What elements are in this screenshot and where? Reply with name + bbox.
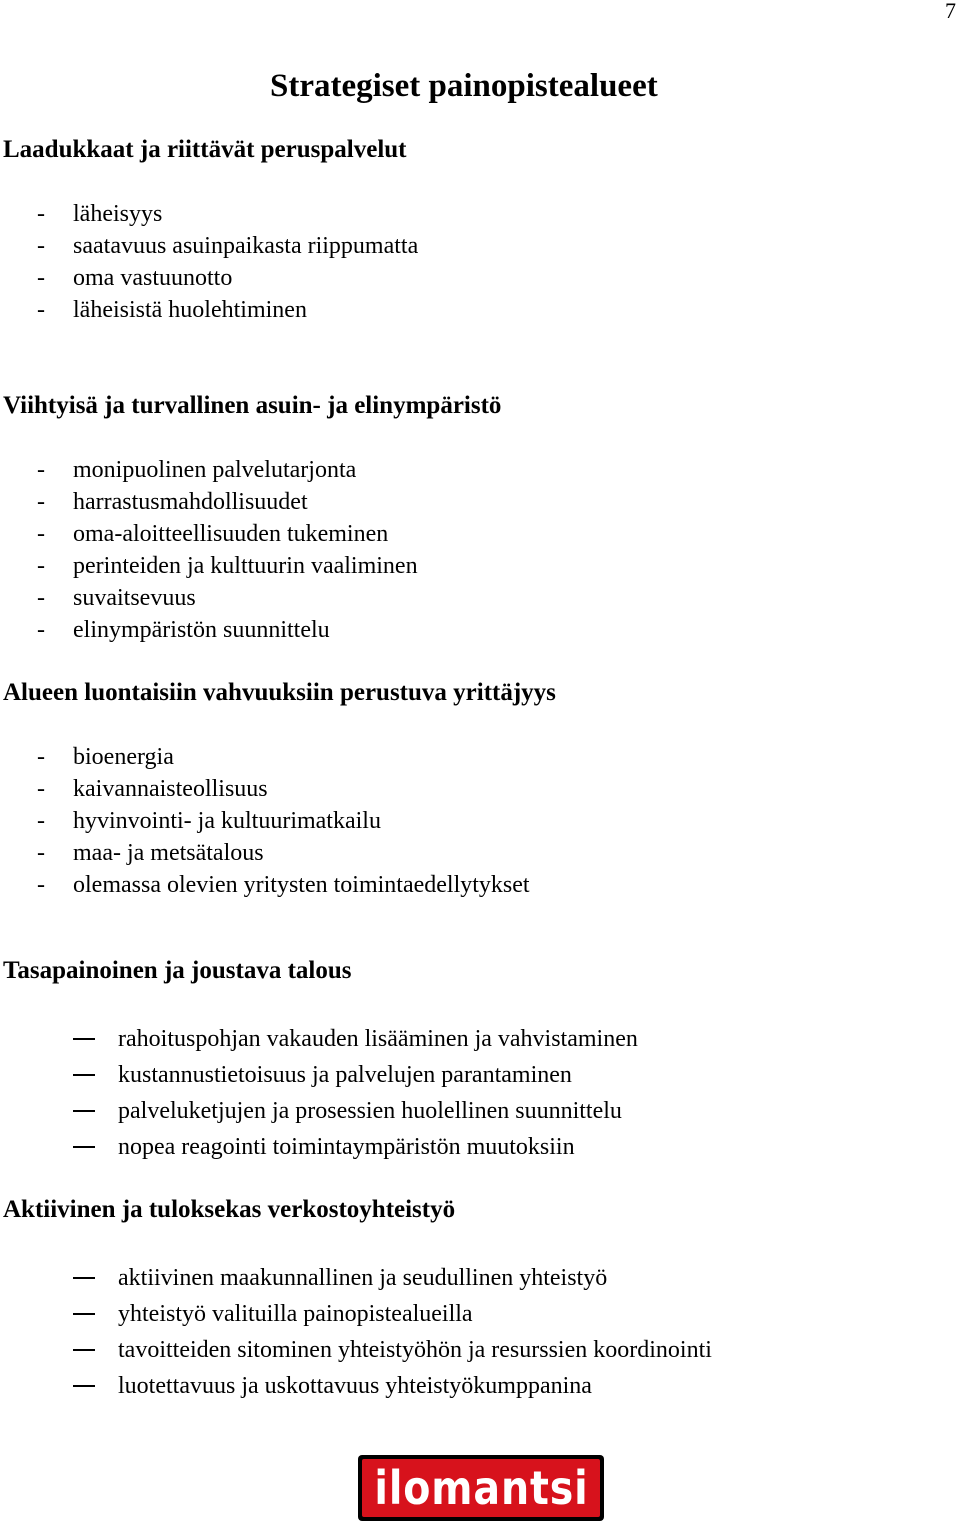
list-item: [3, 294, 943, 326]
list-item-text: harrastusmahdollisuudet: [73, 489, 308, 515]
list-item-text: oma-aloitteellisuuden tukeminen: [73, 521, 389, 547]
dash-marker: -: [37, 585, 45, 611]
page-title: Strategiset painopistealueet: [270, 68, 658, 104]
section-talous: [3, 955, 943, 1165]
dash-marker: -: [37, 489, 45, 515]
section-heading: Alueen luontaisiin vahvuuksiin perustuva yrittäjyys: [3, 679, 556, 706]
dash-marker: -: [37, 201, 45, 227]
list-item-text: saatavuus asuinpaikasta riippumatta: [73, 233, 419, 259]
logo-background: [362, 1459, 600, 1517]
list-item-text: maa- ja metsätalous: [73, 840, 264, 866]
list-item: [3, 837, 943, 869]
list-item: [3, 486, 943, 518]
dash-marker: [73, 1385, 95, 1387]
page-number: 7: [945, 0, 956, 23]
section-peruspalvelut: [3, 134, 943, 326]
list-item-text: hyvinvointi- ja kultuurimatkailu: [73, 808, 381, 834]
logo-text: ilomantsi: [373, 1461, 589, 1515]
dash-marker: -: [37, 840, 45, 866]
ilomantsi-logo: [358, 1455, 604, 1521]
dash-marker: [73, 1277, 95, 1279]
list-item: [3, 1057, 943, 1093]
list-item-text: oma vastuunotto: [73, 265, 233, 291]
dash-marker: -: [37, 872, 45, 898]
list-item: [3, 1129, 943, 1165]
section-elinymparisto: [3, 390, 943, 646]
section-heading: Aktiivinen ja tuloksekas verkostoyhteistyö: [3, 1196, 456, 1223]
dash-marker: -: [37, 457, 45, 483]
list-item: [3, 1093, 943, 1129]
list-item-text: olemassa olevien yritysten toimintaedellytykset: [73, 872, 530, 898]
dash-marker: [73, 1146, 95, 1148]
list-item-text: rahoituspohjan vakauden lisääminen ja vahvistaminen: [118, 1026, 638, 1052]
dash-marker: -: [37, 776, 45, 802]
list-item-text: kaivannaisteollisuus: [73, 776, 268, 802]
list-item-text: perinteiden ja kulttuurin vaaliminen: [73, 553, 418, 579]
list-item: [3, 582, 943, 614]
list-item-text: tavoitteiden sitominen yhteistyöhön ja resurssien koordinointi: [118, 1337, 712, 1363]
bullet-list: [3, 741, 943, 901]
list-item: [3, 1368, 943, 1404]
section-yrittajyys: [3, 677, 943, 901]
list-item-text: nopea reagointi toimintaympäristön muutoksiin: [118, 1134, 575, 1160]
list-item: [3, 1296, 943, 1332]
list-item-text: yhteistyö valituilla painopistealueilla: [118, 1301, 473, 1327]
section-verkostoyhteistyo: [3, 1194, 943, 1404]
section-heading: Viihtyisä ja turvallinen asuin- ja elinympäristö: [3, 392, 502, 419]
list-item-text: suvaitsevuus: [73, 585, 196, 611]
list-item: [3, 805, 943, 837]
dash-marker: [73, 1074, 95, 1076]
list-item: [3, 262, 943, 294]
dash-marker: [73, 1313, 95, 1315]
list-item: [3, 741, 943, 773]
list-item: [3, 614, 943, 646]
list-item: [3, 773, 943, 805]
dash-marker: [73, 1349, 95, 1351]
list-item-text: läheisistä huolehtiminen: [73, 297, 307, 323]
dash-marker: -: [37, 265, 45, 291]
dash-marker: -: [37, 521, 45, 547]
dash-marker: -: [37, 808, 45, 834]
list-item-text: palveluketjujen ja prosessien huolellinen suunnittelu: [118, 1098, 622, 1124]
bullet-list: [3, 1260, 943, 1404]
dash-marker: -: [37, 233, 45, 259]
list-item: [3, 198, 943, 230]
list-item-text: luotettavuus ja uskottavuus yhteistyökumppanina: [118, 1373, 592, 1399]
section-heading: Tasapainoinen ja joustava talous: [3, 957, 352, 984]
list-item-text: läheisyys: [73, 201, 163, 227]
list-item-text: monipuolinen palvelutarjonta: [73, 457, 357, 483]
dash-marker: [73, 1110, 95, 1112]
list-item-text: bioenergia: [73, 744, 174, 770]
list-item: [3, 518, 943, 550]
bullet-list: [3, 198, 943, 326]
bullet-list: [3, 1021, 943, 1165]
list-item: [3, 1021, 943, 1057]
list-item: [3, 869, 943, 901]
dash-marker: -: [37, 553, 45, 579]
list-item-text: kustannustietoisuus ja palvelujen parantaminen: [118, 1062, 572, 1088]
bullet-list: [3, 454, 943, 646]
list-item: [3, 1332, 943, 1368]
dash-marker: -: [37, 744, 45, 770]
list-item: [3, 1260, 943, 1296]
dash-marker: [73, 1038, 95, 1040]
section-heading: Laadukkaat ja riittävät peruspalvelut: [3, 136, 407, 163]
list-item-text: elinympäristön suunnittelu: [73, 617, 330, 643]
list-item: [3, 230, 943, 262]
list-item: [3, 550, 943, 582]
list-item-text: aktiivinen maakunnallinen ja seudullinen yhteistyö: [118, 1265, 608, 1291]
list-item: [3, 454, 943, 486]
dash-marker: -: [37, 617, 45, 643]
dash-marker: -: [37, 297, 45, 323]
